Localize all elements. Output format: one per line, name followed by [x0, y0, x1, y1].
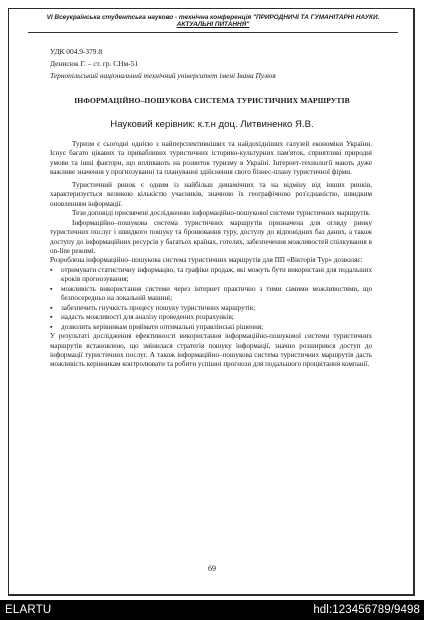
list-item: ▪ дозволить керівникам приймати оптимальні управлінські рішення; [50, 322, 264, 331]
header-divider [28, 32, 398, 33]
conference-header [28, 14, 398, 29]
repository-name[interactable]: ELARTU [5, 604, 52, 616]
udc-code: УДК 004.9-379.8 [50, 47, 103, 56]
paragraph-purpose: Тези доповіді присвячені дослідженню інформаційно-пошукової системи туристичних маршрутів. [72, 209, 371, 218]
repository-footer [0, 600, 424, 620]
list-item: ▪ забезпечить гнучкість процесу пошуку туристичних маршрутів; [50, 303, 256, 312]
bullet-icon: ▪ [50, 322, 53, 331]
conference-header-line-2: АКТУАЛЬНІ ПИТАННЯ" [176, 21, 250, 29]
author-line: Денисюк Г. – ст. гр. СНм-51 [50, 59, 139, 68]
list-item: ▪ отримувати статистичну інформацію, та графіки продаж, які можуть бути використані для подальших кроків прогнозування; [50, 265, 372, 284]
page-number: 69 [208, 564, 216, 573]
capabilities-list [50, 266, 372, 332]
supervisor-line: Науковий керівник: к.т.н доц. Литвиненко Я.В. [110, 119, 314, 130]
paper-title: ІНФОРМАЦІЙНО–ПОШУКОВА СИСТЕМА ТУРИСТИЧНИХ МАРШРУТІВ [74, 96, 350, 105]
list-item: ▪ можливість використання системи через інтернет практично з тими самими можливостями, що безпосередньо на локальній машині; [50, 284, 372, 303]
affiliation-line: Тернопільський національний технічний університет імені Івана Пулюя [50, 71, 276, 80]
handle-identifier[interactable]: hdl:123456789/9498 [313, 604, 420, 616]
paper-body [50, 140, 372, 370]
bullet-icon: ▪ [50, 313, 53, 322]
list-item: ▪ надасть можливості для аналізу проведених розрахунків; [50, 313, 234, 322]
conference-header-line-1: VI Всеукраїнська студентська науково - технічна конференція "ПРИРОДНИЧІ ТА ГУМАНІТАРНІ НАУКИ. [46, 14, 380, 21]
paragraph-system: Інформаційно–пошукова система туристичних маршрутів призначена для огляду ринку туристичних послуг і швидкого пошуку та бронювання туру, доступу до відповідних баз даних, а також доступу до інформаційних ресурсів у багатьох країнах, готелях, забезпечення можливостей спілкування в on-line режимі. [50, 218, 372, 255]
paragraph-capabilities: Розроблена інформаційно–пошукова система туристичних маршрутів для ПП «Вікторія Тур» дозволяє: [50, 256, 363, 265]
bullet-icon: ▪ [50, 303, 53, 312]
bullet-icon: ▪ [50, 265, 53, 274]
paragraph-conclusion: У результаті дослідження ефективності використання інформаційно-пошукової системи туристичних маршрутів встановлено, що змінилася стратегія пошуку інформації, значно розширився доступ до інформації туристичних послуг. А також інформаційно–пошукова система туристичних маршрутів дасть можливість керівникам контролювати та робити успішні прогнози для подальшого процвітання компанії. [50, 332, 372, 369]
bullet-icon: ▪ [50, 284, 53, 293]
paragraph-intro: Туризм є сьогодні однією з найперспективніших та найдохідніших галузей економіки України. Існує багато цікавих та привабливих туристичних історико-культурних пам'яток, сприятливі природні умови та інші фактори, що впливають на розвиток туризму в Україні. Інтернет-технології мають дуже важливе значення у прогнозуванні та плануванні здійснення свого бізнес-плану туристичної фірми. [50, 140, 372, 177]
paragraph-market: Туристичний ринок є одним із найбільш динамічних та на відміну від інших ринків, характеризується великою кількістю учасників, значною їх географічною роз'єднаністю, швидким оновленням інформації. [50, 180, 372, 208]
